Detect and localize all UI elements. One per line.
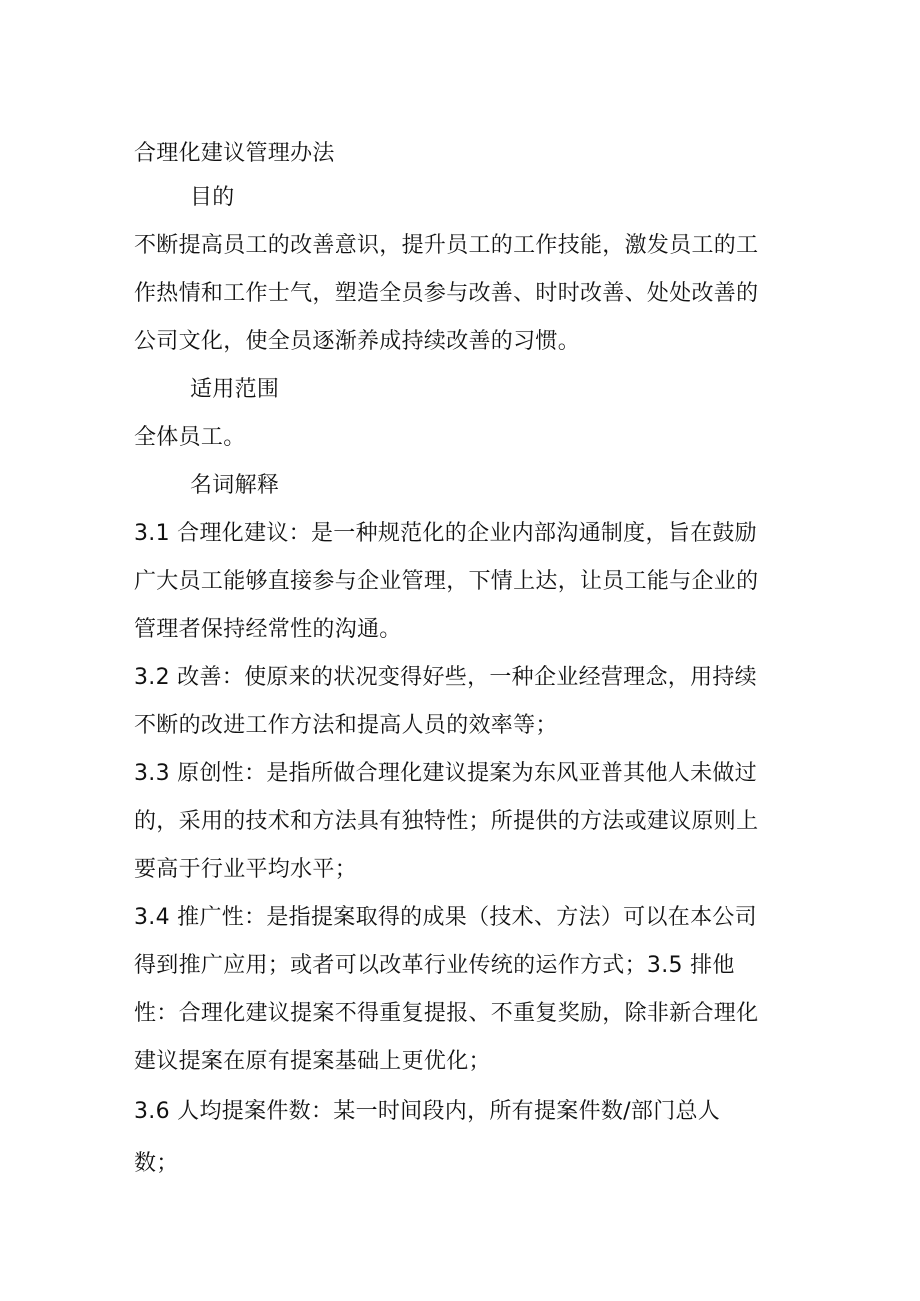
definition-line: 的，采用的技术和方法具有独特性；所提供的方法或建议原则上	[134, 809, 759, 834]
document-title: 合理化建议管理办法	[134, 141, 335, 166]
definition-line: 3.4 推广性：是指提案取得的成果（技术、方法）可以在本公司	[134, 905, 757, 930]
definition-line: 3.2 改善：使原来的状况变得好些，一种企业经营理念，用持续	[134, 665, 757, 690]
definition-line: 3.1 合理化建议：是一种规范化的企业内部沟通制度，旨在鼓励	[134, 521, 757, 546]
definition-line: 3.3 原创性：是指所做合理化建议提案为东风亚普其他人未做过	[134, 761, 757, 786]
definition-line: 管理者保持经常性的沟通。	[134, 617, 402, 642]
definition-line: 数；	[134, 1151, 179, 1176]
definition-line: 建议提案在原有提案基础上更优化；	[134, 1049, 491, 1074]
definition-line: 得到推广应用；或者可以改革行业传统的运作方式；3.5 排他	[134, 953, 735, 978]
definition-line: 要高于行业平均水平；	[134, 857, 358, 882]
section-heading-definitions: 名词解释	[190, 473, 280, 498]
purpose-text-line: 不断提高员工的改善意识，提升员工的工作技能，激发员工的工	[134, 233, 759, 258]
definition-line: 广大员工能够直接参与企业管理，下情上达，让员工能与企业的	[134, 569, 759, 594]
definition-line: 不断的改进工作方法和提高人员的效率等；	[134, 713, 558, 738]
section-heading-purpose: 目的	[190, 185, 235, 210]
definition-line: 性：合理化建议提案不得重复提报、不重复奖励，除非新合理化	[134, 1001, 759, 1026]
section-heading-scope: 适用范围	[190, 377, 280, 402]
definition-line: 3.6 人均提案件数：某一时间段内，所有提案件数/部门总人	[134, 1099, 721, 1124]
scope-text: 全体员工。	[134, 425, 246, 450]
purpose-text-line: 公司文化，使全员逐渐养成持续改善的习惯。	[134, 329, 581, 354]
purpose-text-line: 作热情和工作士气，塑造全员参与改善、时时改善、处处改善的	[134, 281, 759, 306]
